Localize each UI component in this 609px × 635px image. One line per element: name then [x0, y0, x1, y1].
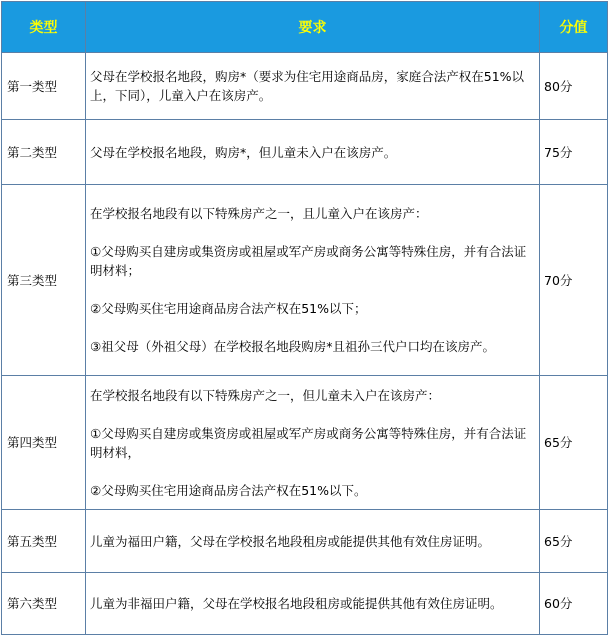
requirement-text: ①父母购买自建房或集资房或祖屋或军产房或商务公寓等特殊住房，并有合法证明材料， [90, 425, 527, 460]
type-cell: 第六类型 [2, 573, 86, 635]
score-cell: 75分 [540, 120, 608, 185]
requirement-cell [86, 53, 540, 120]
score-cell: 80分 [540, 53, 608, 120]
score-cell: 65分 [540, 376, 608, 510]
requirement-cell [86, 185, 540, 376]
header-row [2, 2, 608, 53]
requirement-text: ②父母购买住宅用途商品房合法产权在51%以下。 [90, 482, 367, 498]
requirement-text: ①父母购买自建房或集资房或祖屋或军产房或商务公寓等特殊住房，并有合法证明材料； [90, 244, 527, 278]
type-cell: 第三类型 [2, 185, 86, 376]
type-cell: 第五类型 [2, 510, 86, 573]
requirement-text: 儿童为非福田户籍，父母在学校报名地段租房或能提供其他有效住房证明。 [90, 596, 503, 611]
requirement-cell [86, 573, 540, 635]
requirement-cell [86, 120, 540, 185]
requirement-text: 父母在学校报名地段，购房*，但儿童未入户在该房产。 [90, 144, 397, 160]
table-row [2, 573, 608, 635]
score-cell: 65分 [540, 510, 608, 573]
table-row [2, 510, 608, 573]
header-type: 类型 [2, 2, 86, 53]
requirement-cell [86, 510, 540, 573]
type-cell: 第四类型 [2, 376, 86, 510]
scoring-table [1, 1, 608, 635]
requirement-text: 父母在学校报名地段，购房*（要求为住宅用途商品房，家庭合法产权在51%以上，下同），儿童入户在该房产。 [90, 69, 525, 103]
requirement-text: 在学校报名地段有以下特殊房产之一，但儿童未入户在该房产： [90, 387, 441, 403]
type-cell: 第二类型 [2, 120, 86, 185]
header-score: 分值 [540, 2, 608, 53]
requirement-text: 儿童为福田户籍，父母在学校报名地段租房或能提供其他有效住房证明。 [90, 533, 491, 549]
score-cell: 60分 [540, 573, 608, 635]
requirement-cell [86, 376, 540, 510]
table-row [2, 120, 608, 185]
requirement-text: ②父母购买住宅用途商品房合法产权在51%以下； [90, 301, 367, 316]
table-row [2, 53, 608, 120]
table-row [2, 376, 608, 510]
requirement-text: ③祖父母（外祖父母）在学校报名地段购房*且祖孙三代户口均在该房产。 [90, 339, 495, 354]
table-row [2, 185, 608, 376]
requirement-text: 在学校报名地段有以下特殊房产之一，且儿童入户在该房产： [90, 206, 428, 221]
score-cell: 70分 [540, 185, 608, 376]
header-requirement: 要求 [86, 2, 540, 53]
type-cell: 第一类型 [2, 53, 86, 120]
